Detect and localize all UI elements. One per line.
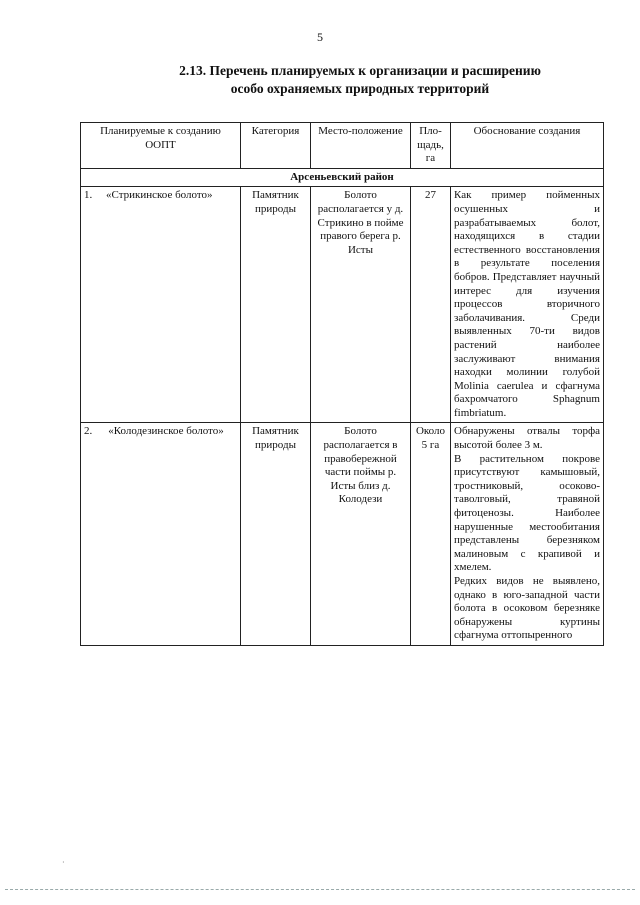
row-name: «Колодезинское болото» bbox=[108, 425, 224, 438]
row-category: Памятник природы bbox=[241, 187, 311, 423]
table-header-row bbox=[81, 123, 604, 169]
row-category: Памятник природы bbox=[241, 423, 311, 646]
row-name: «Стрикинское болото» bbox=[106, 189, 213, 202]
row-area: Около 5 га bbox=[411, 423, 451, 646]
heading-line-1: 2.13. Перечень планируемых к организации и расширению bbox=[179, 63, 541, 78]
row-name-cell bbox=[81, 187, 241, 423]
page-heading bbox=[90, 62, 630, 98]
row-area: 27 bbox=[411, 187, 451, 423]
header-location: Место-положение bbox=[311, 123, 411, 169]
row-location: Болото располагается в правобережной части поймы р. Исты близ д. Колодези bbox=[311, 423, 411, 646]
scan-mark: · bbox=[62, 858, 65, 867]
justification-paragraph: Обнаружены отвалы торфа высотой более 3 м. bbox=[454, 425, 600, 452]
oopt-table bbox=[80, 122, 604, 646]
heading-line-2: особо охраняемых природных территорий bbox=[230, 81, 490, 96]
header-justification: Обоснование создания bbox=[451, 123, 604, 169]
row-number: 1. bbox=[84, 189, 93, 202]
header-name: Планируемые к созданию ООПТ bbox=[81, 123, 241, 169]
justification-paragraph: Редких видов не выявлено, однако в юго-западной части болота в осоковом березняке обнаружены куртины сфагнума оттопыренного bbox=[454, 575, 600, 642]
district-name: Арсеньевский район bbox=[81, 168, 604, 187]
table-row bbox=[81, 187, 604, 423]
header-area: Пло-щадь, га bbox=[411, 123, 451, 169]
row-name-cell bbox=[81, 423, 241, 646]
page-number: 5 bbox=[317, 30, 323, 44]
row-location: Болото располагается у д. Стрикино в пойме правого берега р. Исты bbox=[311, 187, 411, 423]
table-row bbox=[81, 423, 604, 646]
row-number: 2. bbox=[84, 425, 93, 438]
row-justification: Как пример пойменных осушенных и разрабатываемых болот, находящихся в стадии естественного восстановления в результате поселения бобров. Представляет научный интерес для изучения процессов вторичного заболачивания. Среди выявленных 70-ти видов растений наиболее заслуживают внимания находки молинии голубой Molinia caerulea и сфагнума бахромчатого Sphagnum fimbriatum. bbox=[451, 187, 604, 423]
justification-paragraph: В растительном покрове присутствуют камышовый, тростниковый, осоково-таволговый, травяной фитоценозы. Наиболее нарушенные местообитания представлены березняком малиновым с крапивой и хмелем. bbox=[454, 452, 600, 574]
header-category: Категория bbox=[241, 123, 311, 169]
district-row bbox=[81, 168, 604, 187]
footer-divider bbox=[5, 889, 635, 890]
row-justification bbox=[451, 423, 604, 646]
